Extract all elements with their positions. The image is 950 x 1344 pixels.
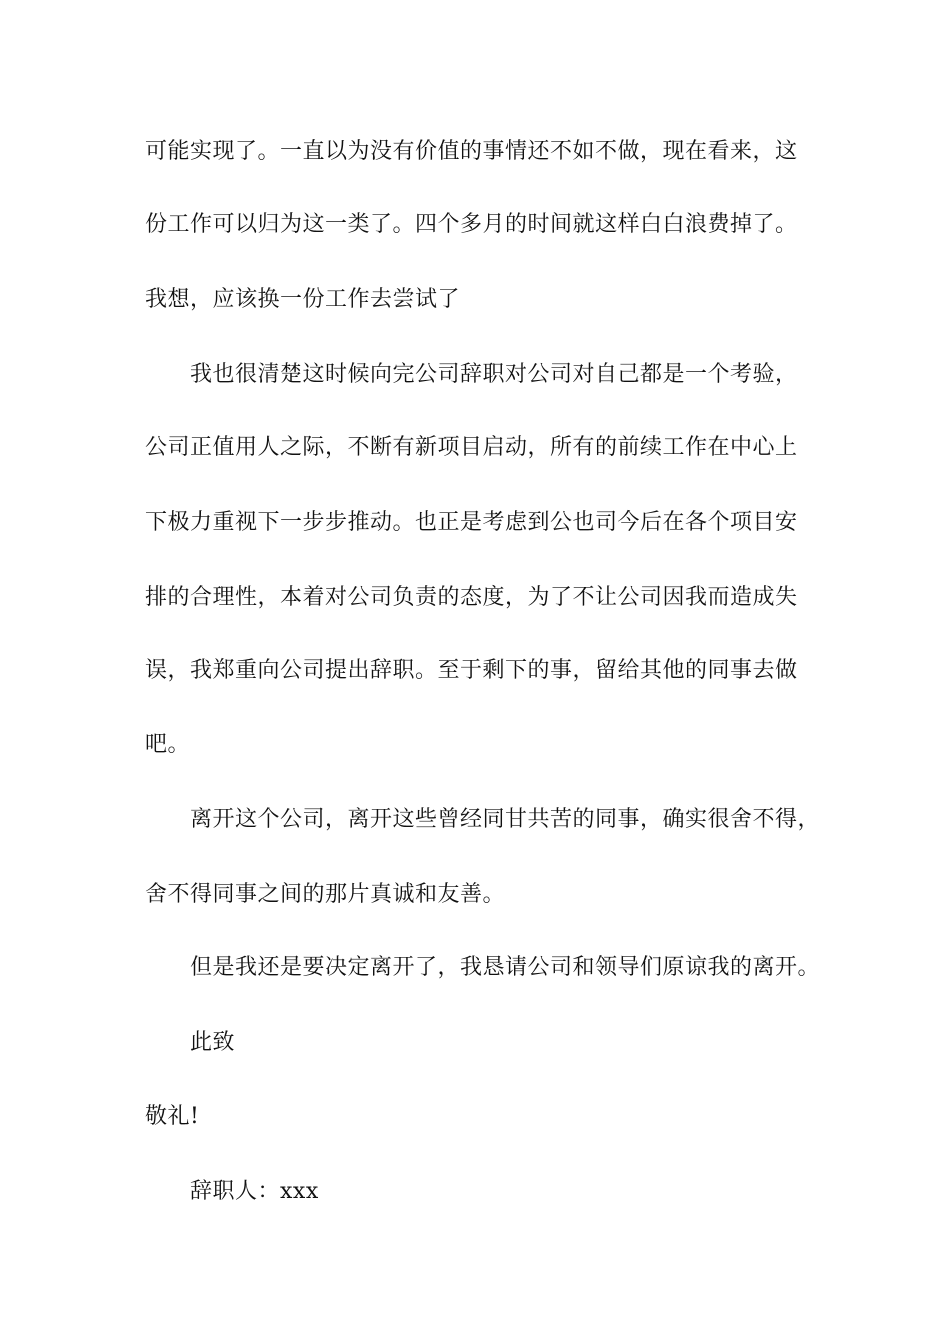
text-line-3: 我想，应该换一份工作去尝试了 — [145, 287, 461, 312]
text-line-8: 误，我郑重向公司提出辞职。至于剩下的事，留给其他的同事去做 — [145, 658, 798, 683]
text-line-14: 敬礼! — [145, 1104, 200, 1129]
text-line-4: 我也很清楚这时候向完公司辞职对公司对自己都是一个考验， — [190, 362, 798, 387]
text-line-2: 份工作可以归为这一类了。四个多月的时间就这样白白浪费掉了。 — [145, 212, 798, 237]
text-line-13: 此致 — [190, 1030, 236, 1055]
text-line-11: 舍不得同事之间的那片真诚和友善。 — [145, 882, 506, 907]
text-line-9: 吧。 — [145, 732, 191, 757]
text-line-6: 下极力重视下一步步推动。也正是考虑到公也司今后在各个项目安 — [145, 510, 798, 535]
text-line-10: 离开这个公司，离开这些曾经同甘共苦的同事，确实很舍不得， — [190, 807, 821, 832]
text-line-1: 可能实现了。一直以为没有价值的事情还不如不做，现在看来，这 — [145, 139, 798, 164]
text-line-15: 辞职人：xxx — [190, 1179, 319, 1204]
text-line-5: 公司正值用人之际，不断有新项目启动，所有的前续工作在中心上 — [145, 435, 798, 460]
text-line-7: 排的合理性，本着对公司负责的态度，为了不让公司因我而造成失 — [145, 585, 798, 610]
text-line-12: 但是我还是要决定离开了，我恳请公司和领导们原谅我的离开。 — [190, 955, 821, 980]
